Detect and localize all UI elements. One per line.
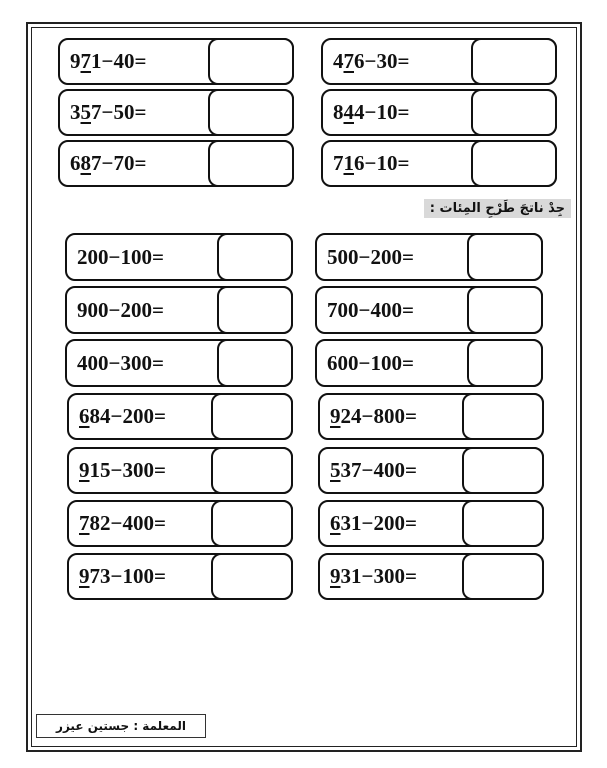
- problem-mid-6: [315, 339, 543, 387]
- problem-bottom-3: [67, 447, 293, 494]
- underlined-digit: 9: [79, 458, 90, 482]
- answer-box[interactable]: [217, 339, 293, 387]
- problem-bottom-4: [318, 447, 544, 494]
- problem-expression: 7 1 6 − 10 =: [333, 151, 410, 175]
- underlined-digit: 8: [80, 151, 91, 175]
- underlined-digit: 1: [343, 151, 354, 175]
- problem-expression: 9 31 − 300 =: [330, 564, 417, 588]
- underlined-digit: 7: [343, 49, 354, 73]
- answer-box[interactable]: [471, 89, 557, 136]
- problem-expression: 6 31 − 200 =: [330, 511, 417, 535]
- teacher-name: المعلمة : جستين عيزر: [36, 714, 206, 738]
- problem-mid-4: [315, 286, 543, 334]
- answer-box[interactable]: [217, 233, 293, 281]
- answer-box[interactable]: [471, 140, 557, 187]
- answer-box[interactable]: [211, 393, 293, 440]
- underlined-digit: 6: [79, 404, 90, 428]
- section-heading: جِدْ ناتجَ طَرْحِ المِئات :: [424, 199, 571, 218]
- problem-mid-1: [65, 233, 293, 281]
- answer-box[interactable]: [208, 140, 294, 187]
- problem-top-2: [321, 38, 557, 85]
- problem-expression: 6 84 − 200 =: [79, 404, 166, 428]
- problem-bottom-8: [318, 553, 544, 600]
- problem-expression: 9 7 1 − 40 =: [70, 49, 147, 73]
- answer-box[interactable]: [462, 553, 544, 600]
- underlined-digit: 9: [79, 564, 90, 588]
- problem-bottom-7: [67, 553, 293, 600]
- problem-expression: 500 − 200 =: [327, 244, 414, 269]
- underlined-digit: 5: [330, 458, 341, 482]
- answer-box[interactable]: [217, 286, 293, 334]
- problem-expression: 9 15 − 300 =: [79, 458, 166, 482]
- problem-bottom-1: [67, 393, 293, 440]
- underlined-digit: 7: [80, 49, 91, 73]
- problem-expression: 900 − 200 =: [77, 297, 164, 322]
- answer-box[interactable]: [467, 233, 543, 281]
- problem-expression: 9 24 − 800 =: [330, 404, 417, 428]
- problem-top-1: [58, 38, 294, 85]
- problem-bottom-5: [67, 500, 293, 547]
- problem-expression: 6 8 7 − 70 =: [70, 151, 147, 175]
- answer-box[interactable]: [208, 89, 294, 136]
- problem-expression: 400 − 300 =: [77, 350, 164, 375]
- problem-top-6: [321, 140, 557, 187]
- answer-box[interactable]: [462, 447, 544, 494]
- problem-top-3: [58, 89, 294, 136]
- problem-expression: 700 − 400 =: [327, 297, 414, 322]
- answer-box[interactable]: [211, 447, 293, 494]
- problem-expression: 4 7 6 − 30 =: [333, 49, 410, 73]
- answer-box[interactable]: [471, 38, 557, 85]
- problem-expression: 9 73 − 100 =: [79, 564, 166, 588]
- answer-box[interactable]: [462, 500, 544, 547]
- problem-mid-2: [315, 233, 543, 281]
- underlined-digit: 5: [80, 100, 91, 124]
- answer-box[interactable]: [467, 286, 543, 334]
- problem-bottom-6: [318, 500, 544, 547]
- problem-top-5: [58, 140, 294, 187]
- underlined-digit: 9: [330, 404, 341, 428]
- answer-box[interactable]: [211, 553, 293, 600]
- answer-box[interactable]: [462, 393, 544, 440]
- problem-expression: 200 − 100 =: [77, 244, 164, 269]
- problem-expression: 3 5 7 − 50 =: [70, 100, 147, 124]
- answer-box[interactable]: [208, 38, 294, 85]
- problem-bottom-2: [318, 393, 544, 440]
- problem-mid-3: [65, 286, 293, 334]
- answer-box[interactable]: [211, 500, 293, 547]
- underlined-digit: 6: [330, 511, 341, 535]
- problem-top-4: [321, 89, 557, 136]
- problem-expression: 8 4 4 − 10 =: [333, 100, 410, 124]
- underlined-digit: 9: [330, 564, 341, 588]
- underlined-digit: 4: [343, 100, 354, 124]
- problem-mid-5: [65, 339, 293, 387]
- problem-expression: 5 37 − 400 =: [330, 458, 417, 482]
- problem-expression: 600 − 100 =: [327, 350, 414, 375]
- underlined-digit: 7: [79, 511, 90, 535]
- answer-box[interactable]: [467, 339, 543, 387]
- problem-expression: 7 82 − 400 =: [79, 511, 166, 535]
